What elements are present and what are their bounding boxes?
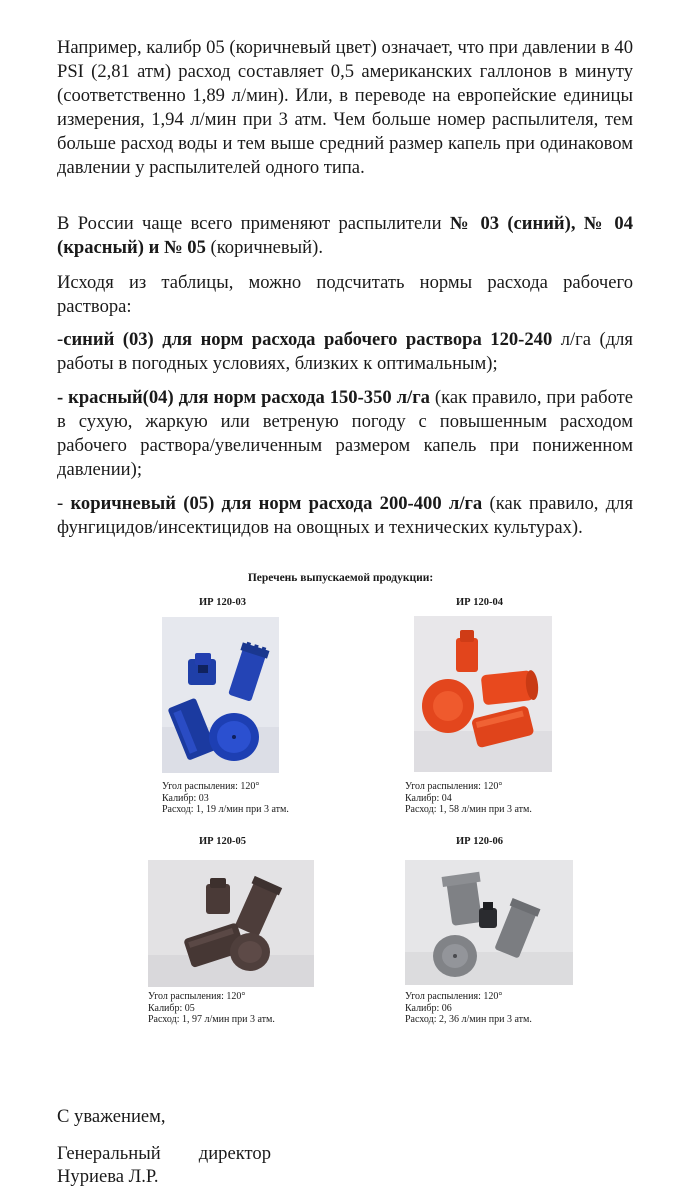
paragraph-brown-norm [57,492,633,540]
text-run-bold: - красный(04) для норм расхода 150-350 л/га [57,387,430,408]
product-specs [162,781,289,816]
paragraph-text [57,212,633,260]
spec-flow: Расход: 2, 36 л/мин при 3 атм. [405,1014,532,1025]
spec-angle: Угол распыления: 120° [405,781,503,792]
nozzle-photo-red [414,616,552,772]
spec-caliber: Калибр: 04 [405,792,452,804]
text-run: (как правило, при работе в сухую, жаркую или ветреную погоду с повышенным расходом рабочего раствора/увеличенным размером капель при пониженном давлении); [57,387,634,480]
spec-caliber: Калибр: 06 [405,1002,452,1014]
paragraph-text [57,492,633,540]
text-run-bold: коричневый (05) для норм расхода 200-400 л/га [70,493,483,514]
product-specs [148,991,275,1026]
signature-position [57,1142,271,1165]
paragraph-red-norm [57,386,633,482]
text-run: (как правило, для фунгицидов/инсектицидов на овощных и технических культурах). [57,493,634,538]
product-name: ИР 120-04 [456,597,503,608]
spec-caliber: Калибр: 03 [162,792,209,804]
text-run: В России чаще всего применяют распылители [57,213,450,234]
nozzle-shape [433,935,477,977]
paragraph-text [57,386,633,482]
position-word: Генеральный [57,1143,161,1164]
text-run-bold: № 03 (синий), № 04 (красный) и № 05 [57,213,633,258]
signature-block [57,1142,271,1188]
catalog-title: Перечень выпускаемой продукции: [247,572,434,584]
closing-regards: С уважением, [57,1106,166,1127]
text-run: л/га (для работы в погодных условиях, близких к оптимальным); [57,329,633,374]
paragraph-text: Например, калибр 05 (коричневый цвет) означает, что при давлении в 40 PSI (2,81 атм) расход составляет 0,5 американских галлонов в минуту (соответственно 1,89 л/мин). Или, в переводе на европейские единицы измерения, 1,94 л/мин при 3 атм. Чем больше номер распылителя, тем больше расход воды и тем выше средний размер капель при одинаковом давлении у распылителей одного типа. [57,37,633,178]
product-name: ИР 120-05 [199,836,246,847]
nozzle-photo-grey [405,860,573,985]
position-word: директор [198,1143,271,1164]
nozzle-photo-blue [162,617,279,773]
product-name: ИР 120-06 [456,836,503,847]
paragraph-russia-usage [57,212,633,260]
paragraph-calc-intro [57,271,633,319]
spec-angle: Угол распыления: 120° [148,991,246,1002]
product-name: ИР 120-03 [199,597,246,608]
spec-flow: Расход: 1, 97 л/мин при 3 атм. [148,1014,275,1025]
paragraph-blue-norm [57,328,633,376]
spec-flow: Расход: 1, 58 л/мин при 3 атм. [405,804,532,815]
paragraph-caliber-example [57,36,633,180]
spec-angle: Угол распыления: 120° [405,991,503,1002]
product-specs [405,991,532,1026]
paragraph-text [57,328,633,376]
paragraph-text: Исходя из таблицы, можно подсчитать нормы расхода рабочего раствора: [57,272,633,317]
nozzle-shape [422,679,474,733]
signature-name: Нуриева Л.Р. [57,1166,159,1187]
nozzle-photo-brown [148,860,314,987]
nozzle-shape [230,933,270,971]
text-run-bold: синий (03) для норм расхода рабочего раствора 120-240 [63,329,553,350]
text-run: (коричневый). [205,237,323,258]
text-run: - [57,493,71,514]
nozzle-shape [209,713,259,761]
product-specs [405,781,532,816]
spec-angle: Угол распыления: 120° [162,781,260,792]
text-run: - [57,329,64,350]
spec-flow: Расход: 1, 19 л/мин при 3 атм. [162,804,289,815]
spec-caliber: Калибр: 05 [148,1002,195,1014]
